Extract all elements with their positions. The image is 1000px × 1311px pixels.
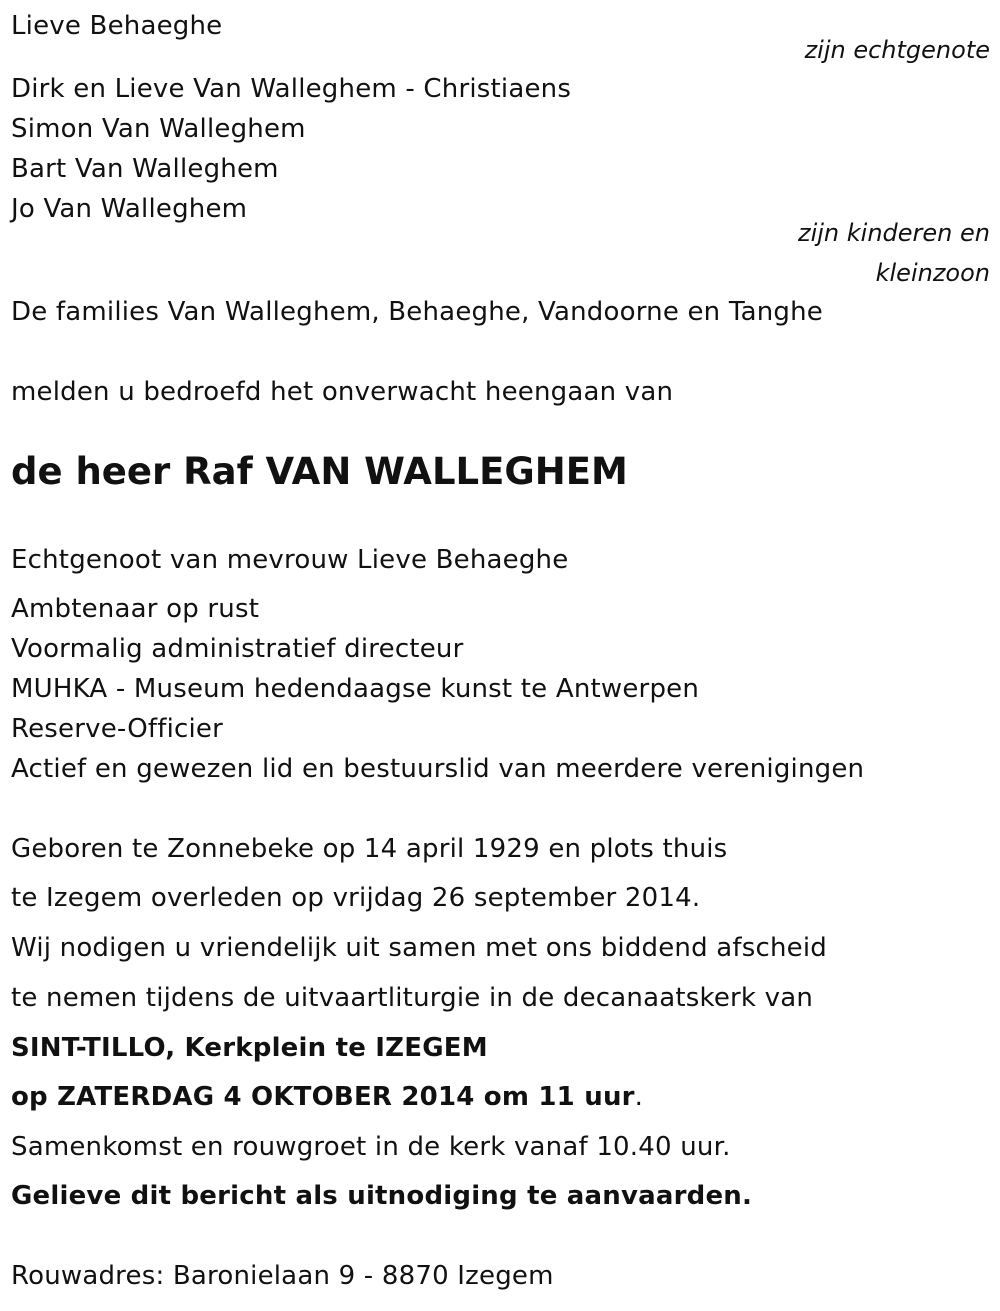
deceased-title-3: MUHKA - Museum hedendaagse kunst te Antwerpen: [11, 674, 700, 704]
deceased-name: de heer Raf VAN WALLEGHEM: [11, 450, 628, 493]
children-role-line1: zijn kinderen en: [798, 219, 990, 247]
gathering-line: Samenkomst en rouwgroet in de kerk vanaf 10.40 uur.: [11, 1132, 731, 1162]
died-line: te Izegem overleden op vrijdag 26 september 2014.: [11, 883, 701, 913]
date-period: .: [634, 1082, 644, 1112]
families-line: De families Van Walleghem, Behaeghe, Vandoorne en Tanghe: [11, 297, 823, 327]
invite-line-2: te nemen tijdens de uitvaartliturgie in de decanaatskerk van: [11, 983, 814, 1013]
child-name-2: Simon Van Walleghem: [11, 114, 306, 144]
invite-line-1: Wij nodigen u vriendelijk uit samen met ons biddend afscheid: [11, 933, 828, 963]
child-name-4: Jo Van Walleghem: [11, 194, 248, 224]
church-line: SINT-TILLO, Kerkplein te IZEGEM: [11, 1033, 488, 1063]
invitation-note: Gelieve dit bericht als uitnodiging te aanvaarden.: [11, 1181, 753, 1211]
children-role-line2: kleinzoon: [875, 259, 990, 287]
deceased-title-1: Ambtenaar op rust: [11, 594, 260, 624]
address-line: Rouwadres: Baronielaan 9 - 8870 Izegem: [11, 1261, 554, 1291]
deceased-title-2: Voormalig administratief directeur: [11, 634, 464, 664]
date-line: [11, 1081, 643, 1113]
date-text: op ZATERDAG 4 OKTOBER 2014 om 11 uur: [11, 1082, 635, 1112]
deceased-title-5: Actief en gewezen lid en bestuurslid van meerdere verenigingen: [11, 754, 865, 784]
deceased-spouse-line: Echtgenoot van mevrouw Lieve Behaeghe: [11, 545, 569, 575]
spouse-role: zijn echtgenote: [804, 36, 990, 64]
deceased-title-4: Reserve-Officier: [11, 714, 224, 744]
born-line: Geboren te Zonnebeke op 14 april 1929 en plots thuis: [11, 834, 728, 864]
announcement-line: melden u bedroefd het onverwacht heengaan van: [11, 377, 674, 407]
spouse-name: Lieve Behaeghe: [11, 11, 223, 41]
child-name-1: Dirk en Lieve Van Walleghem - Christiaens: [11, 74, 572, 104]
child-name-3: Bart Van Walleghem: [11, 154, 279, 184]
